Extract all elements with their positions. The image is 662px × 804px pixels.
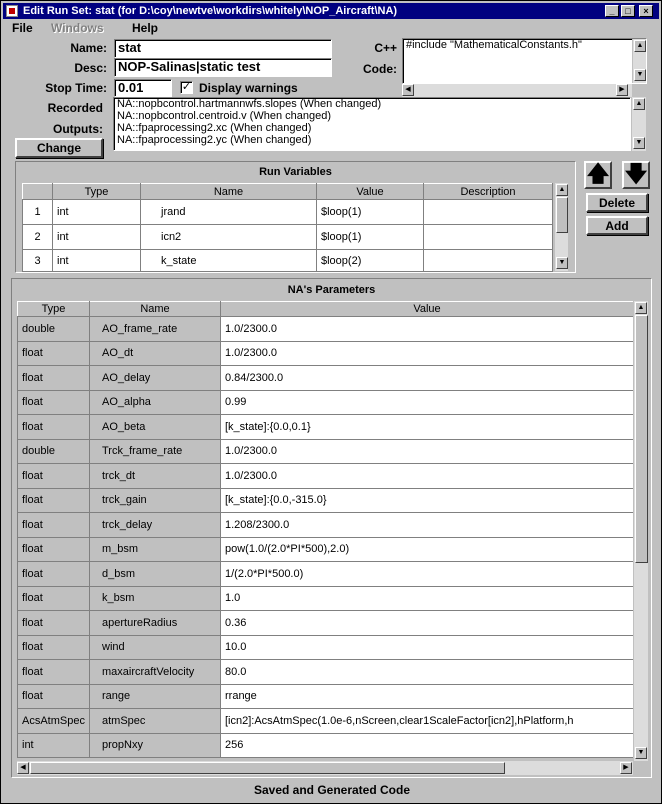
value-cell[interactable]: pow(1.0/(2.0*PI*500),2.0) [221, 537, 634, 562]
scroll-up-button[interactable]: ▲ [634, 40, 646, 52]
scroll-up-button[interactable]: ▲ [556, 184, 568, 196]
table-row[interactable] [18, 415, 634, 440]
value-cell[interactable]: 1.0 [221, 586, 634, 611]
maximize-button[interactable]: □ [621, 5, 635, 17]
name-cell[interactable]: k_bsm [90, 586, 221, 611]
table-row[interactable] [18, 733, 634, 758]
scroll-down-button[interactable]: ▼ [635, 747, 647, 759]
minimize-button[interactable]: _ [605, 5, 619, 17]
table-row[interactable] [23, 250, 553, 272]
table-header-row [18, 302, 634, 317]
table-row[interactable] [18, 390, 634, 415]
run-variables-scrollbar[interactable] [554, 183, 568, 271]
column-header[interactable]: Name [90, 302, 221, 317]
window-title: Edit Run Set: stat (for D:\coy\newtve\workdirs\whitely\NOP_Aircraft\NA) [23, 5, 398, 17]
recorded-outputs-list[interactable] [113, 97, 631, 151]
move-up-arrow-icon[interactable]: 🡅 [584, 161, 612, 189]
table-row[interactable] [18, 660, 634, 685]
type-cell[interactable]: float [18, 635, 90, 660]
name-cell[interactable]: propNxy [90, 733, 221, 758]
scroll-down-button[interactable]: ▼ [633, 137, 645, 149]
parameters-table [17, 301, 633, 758]
name-cell[interactable]: maxaircraftVelocity [90, 660, 221, 685]
name-cell[interactable]: wind [90, 635, 221, 660]
name-cell[interactable]: AO_beta [90, 415, 221, 440]
display-warnings-label: Display warnings [199, 81, 298, 95]
name-cell[interactable]: trck_gain [90, 488, 221, 513]
run-variables-title: Run Variables [259, 166, 332, 178]
name-cell[interactable]: k_state [141, 250, 317, 272]
outputs-vertical-scrollbar[interactable] [631, 97, 646, 151]
scroll-right-button[interactable]: ▶ [616, 84, 628, 96]
type-cell[interactable]: AcsAtmSpec [18, 709, 90, 734]
parameters-vertical-scrollbar[interactable] [633, 301, 648, 761]
table-row[interactable] [18, 439, 634, 464]
run-variables-panel [15, 161, 576, 273]
table-row[interactable] [18, 488, 634, 513]
row-index: 3 [23, 250, 53, 272]
outputs-label: Outputs: [53, 122, 103, 136]
close-button[interactable]: × [639, 5, 653, 17]
title-bar[interactable] [3, 3, 659, 19]
name-cell[interactable]: jrand [141, 200, 317, 225]
value-cell[interactable]: 0.36 [221, 611, 634, 636]
change-button[interactable]: Change [15, 138, 103, 158]
type-cell[interactable]: int [18, 733, 90, 758]
value-cell[interactable]: 10.0 [221, 635, 634, 660]
name-cell[interactable]: range [90, 684, 221, 709]
row-index: 1 [23, 200, 53, 225]
table-row[interactable] [18, 586, 634, 611]
column-header[interactable]: Value [221, 302, 634, 317]
name-cell[interactable]: trck_dt [90, 464, 221, 489]
output-item[interactable]: NA::nopbcontrol.hartmannwfs.slopes (When changed) [117, 98, 382, 110]
column-header[interactable]: Type [53, 184, 141, 200]
type-cell[interactable]: int [53, 200, 141, 225]
type-cell[interactable]: float [18, 366, 90, 391]
scroll-left-button[interactable]: ◀ [17, 762, 29, 774]
type-cell[interactable]: int [53, 225, 141, 250]
name-cell[interactable]: m_bsm [90, 537, 221, 562]
desc-field[interactable]: NOP-Salinas|static test [114, 58, 332, 77]
output-item[interactable]: NA::fpaprocessing2.yc (When changed) [117, 134, 312, 146]
value-cell[interactable]: 0.84/2300.0 [221, 366, 634, 391]
type-cell[interactable]: float [18, 660, 90, 685]
column-header[interactable] [23, 184, 53, 200]
name-cell[interactable]: trck_delay [90, 513, 221, 538]
output-item[interactable]: NA::fpaprocessing2.xc (When changed) [117, 122, 312, 134]
scroll-down-button[interactable]: ▼ [556, 257, 568, 269]
scroll-thumb[interactable] [556, 197, 568, 233]
scroll-up-button[interactable]: ▲ [633, 98, 645, 110]
type-cell[interactable]: float [18, 537, 90, 562]
table-row[interactable] [18, 562, 634, 587]
app-icon [6, 5, 18, 17]
value-cell[interactable]: 1.0/2300.0 [221, 317, 634, 342]
value-cell[interactable]: rrange [221, 684, 634, 709]
status-footer: Saved and Generated Code [253, 783, 411, 797]
display-warnings-checkbox[interactable]: ✓ [181, 81, 192, 93]
type-cell[interactable]: float [18, 415, 90, 440]
scroll-down-button[interactable]: ▼ [634, 69, 646, 81]
table-row[interactable] [18, 635, 634, 660]
name-cell[interactable]: apertureRadius [90, 611, 221, 636]
column-header[interactable]: Type [18, 302, 90, 317]
value-cell[interactable]: 1.208/2300.0 [221, 513, 634, 538]
output-item[interactable]: NA::nopbcontrol.centroid.v (When changed) [117, 110, 332, 122]
table-row[interactable] [18, 684, 634, 709]
code-vertical-scrollbar[interactable] [632, 39, 646, 83]
name-cell[interactable]: AO_alpha [90, 390, 221, 415]
run-variables-table [22, 183, 553, 272]
menu-file[interactable]: File [12, 21, 33, 35]
cpp-label: C++ [374, 41, 397, 55]
name-cell[interactable]: Trck_frame_rate [90, 439, 221, 464]
stop-time-field[interactable]: 0.01 [114, 79, 172, 97]
table-row[interactable] [23, 225, 553, 250]
name-cell[interactable]: atmSpec [90, 709, 221, 734]
name-field[interactable]: stat [114, 39, 332, 58]
description-cell[interactable] [424, 225, 553, 250]
type-cell[interactable]: float [18, 488, 90, 513]
scroll-up-button[interactable]: ▲ [635, 302, 647, 314]
stop-time-label: Stop Time: [45, 81, 107, 95]
type-cell[interactable]: float [18, 684, 90, 709]
description-cell[interactable] [424, 200, 553, 225]
type-cell[interactable]: float [18, 341, 90, 366]
value-cell[interactable]: [icn2]:AcsAtmSpec(1.0e-6,nScreen,clear1ScaleFactor[icn2],hPlatform,h [221, 709, 634, 734]
table-row[interactable] [18, 341, 634, 366]
parameters-panel [11, 278, 652, 778]
name-cell[interactable]: icn2 [141, 225, 317, 250]
column-header[interactable]: Value [317, 184, 424, 200]
scroll-left-button[interactable]: ◀ [402, 84, 414, 96]
type-cell[interactable]: float [18, 611, 90, 636]
value-cell[interactable]: 1/(2.0*PI*500.0) [221, 562, 634, 587]
type-cell[interactable]: double [18, 317, 90, 342]
value-cell[interactable]: 1.0/2300.0 [221, 439, 634, 464]
table-row[interactable] [18, 317, 634, 342]
type-cell[interactable]: float [18, 464, 90, 489]
name-cell[interactable]: AO_dt [90, 341, 221, 366]
table-header-row [23, 184, 553, 200]
value-cell[interactable]: 1.0/2300.0 [221, 464, 634, 489]
value-cell[interactable]: [k_state]:{0.0,-315.0} [221, 488, 634, 513]
cpp-code-area[interactable] [402, 38, 647, 84]
code-label: Code: [363, 62, 397, 76]
parameters-table-viewport [17, 301, 633, 761]
value-cell[interactable]: 0.99 [221, 390, 634, 415]
type-cell[interactable]: float [18, 586, 90, 611]
add-button[interactable]: Add [586, 216, 648, 235]
value-cell[interactable]: $loop(1) [317, 200, 424, 225]
name-label: Name: [70, 41, 107, 55]
menu-help[interactable]: Help [132, 21, 159, 35]
code-horizontal-scrollbar[interactable] [402, 84, 632, 97]
table-row[interactable] [18, 366, 634, 391]
delete-button[interactable]: Delete [586, 193, 648, 212]
value-cell[interactable]: 1.0/2300.0 [221, 341, 634, 366]
value-cell[interactable]: $loop(1) [317, 225, 424, 250]
recorded-label: Recorded [47, 101, 103, 115]
column-header[interactable]: Description [424, 184, 553, 200]
scroll-right-button[interactable]: ▶ [620, 762, 632, 774]
table-row[interactable] [18, 537, 634, 562]
menu-windows: Windows [51, 21, 104, 35]
name-cell[interactable]: AO_delay [90, 366, 221, 391]
name-cell[interactable]: AO_frame_rate [90, 317, 221, 342]
scroll-thumb[interactable] [30, 762, 505, 774]
description-cell[interactable] [424, 250, 553, 272]
type-cell[interactable]: float [18, 513, 90, 538]
value-cell[interactable]: 80.0 [221, 660, 634, 685]
name-cell[interactable]: d_bsm [90, 562, 221, 587]
type-cell[interactable]: int [53, 250, 141, 272]
value-cell[interactable]: [k_state]:{0.0,0.1} [221, 415, 634, 440]
code-line: #include "MathematicalConstants.h" [406, 39, 582, 51]
table-row[interactable] [23, 200, 553, 225]
move-down-arrow-icon[interactable]: 🡇 [622, 161, 650, 189]
scroll-thumb[interactable] [635, 315, 648, 563]
desc-label: Desc: [74, 61, 107, 75]
table-row[interactable] [18, 513, 634, 538]
table-row[interactable] [18, 709, 634, 734]
type-cell[interactable]: float [18, 390, 90, 415]
type-cell[interactable]: float [18, 562, 90, 587]
parameters-horizontal-scrollbar[interactable] [17, 761, 633, 775]
row-index: 2 [23, 225, 53, 250]
parameters-title: NA's Parameters [287, 284, 376, 296]
type-cell[interactable]: double [18, 439, 90, 464]
column-header[interactable]: Name [141, 184, 317, 200]
table-row[interactable] [18, 611, 634, 636]
menu-bar [3, 20, 659, 36]
value-cell[interactable]: $loop(2) [317, 250, 424, 272]
value-cell[interactable]: 256 [221, 733, 634, 758]
table-row[interactable] [18, 464, 634, 489]
